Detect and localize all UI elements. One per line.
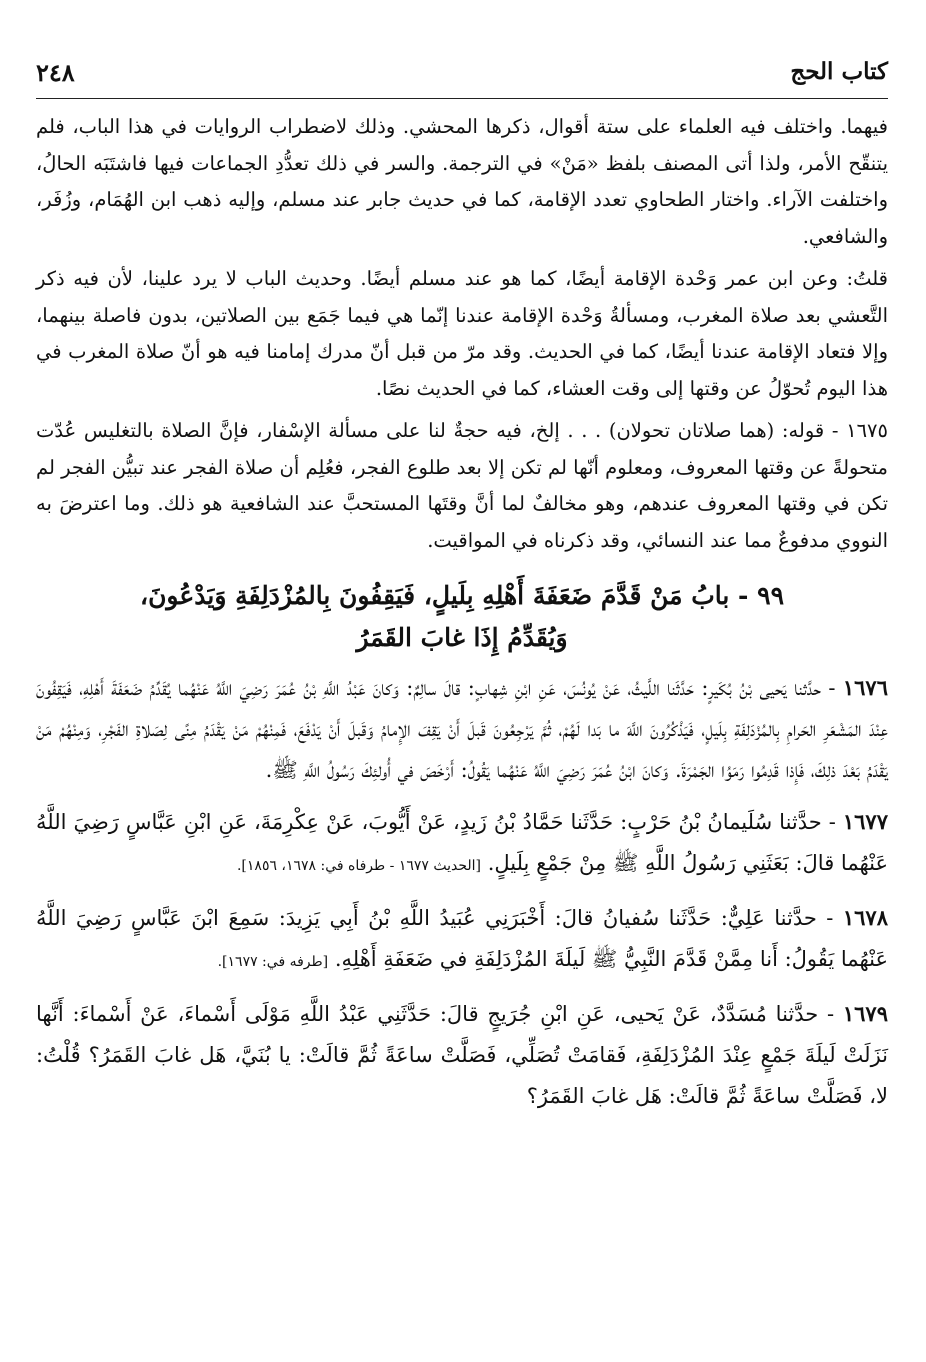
hadith-1678	[36, 897, 888, 983]
hadith-text: - حدَّثنا يَحيى بْنُ بُكَيرٍ: حَدَّثَنا اللَّيثُ، عَنْ يُونُسَ، عَنِ ابْنِ شِهابٍ: قالَ سالِمٌ: وَكانَ عَبْدُ اللَّهِ بْنُ عُمَرَ رَضِيَ اللَّهُ عَنْهُما يُقَدِّمُ ضَعَفَةَ أَهْلِهِ، فَيَقِفُونَ عِنْدَ المَشْعَرِ الحَرامِ بِالمُزْدَلِفَةِ بِلَيلٍ، فَيَذْكُرُونَ اللَّهَ ما بَدا لَهُمْ، ثُمَّ يَرْجِعُونَ قَبلَ أَنْ يَقِفَ الإِمامُ وَقَبلَ أَنْ يَدْفَعَ، فَمِنْهُمْ مَنْ يَقْدَمُ مِنًى لِصَلاةِ الفَجْرِ، وَمِنْهُمْ مَنْ يَقْدَمُ بَعْدَ ذلِكَ، فَإِذا قَدِمُوا رَمَوُا الجَمْرَةَ. وَكانَ ابْنُ عُمَرَ رَضِيَ اللَّهُ عَنْهُما يَقُولُ: أَرْخَصَ في أُولئِكَ رَسُولُ اللَّهِ ﷺ.	[36, 676, 888, 782]
book-title: كتاب الحج	[790, 58, 888, 85]
chapter-heading	[36, 575, 888, 659]
page-header	[36, 52, 888, 99]
page-number: ٢٤٨	[36, 58, 75, 87]
commentary-paragraph: فيهما. واختلف فيه العلماء على ستة أقوال، ذكرها المحشي. وذلك لاضطراب الروايات في هذا الباب، فلم يتنقّح الأمر، ولذا أتى المصنف بلفظ «مَنْ» في الترجمة. والسر في ذلك تعدُّدِ الجماعات فيها فاشتَبَه الحالُ، واختلفت الآراء. واختار الطحاوي تعدد الإقامة، كما في حديث جابر عند مسلم، وإليه ذهب ابن الهُمَام، وزُفَر، والشافعي.	[36, 115, 888, 248]
hadith-number: ١٦٧٩	[842, 1001, 888, 1026]
hadith-1679	[36, 993, 888, 1117]
hadith-cross-reference: [الحديث ١٦٧٧ - طرفاه في: ١٦٧٨، ١٨٥٦].	[236, 858, 481, 874]
chapter-heading-line: ٩٩ - بابُ مَنْ قَدَّمَ ضَعَفَةَ أَهْلِهِ بِلَيلٍ، فَيَقِفُونَ بِالمُزْدَلِفَةِ وَيَدْعُونَ،	[140, 581, 784, 610]
commentary-paragraph: ١٦٧٥ - قوله: (هما صلاتان تحولان) . . . إلخ، فيه حجةٌ لنا على مسألة الإسْفار، فإنَّ الصلاة بالتغليس عُدّت متحولةً عن وقتها المعروف، ومعلوم أنّها لم تكن إلا بعد طلوع الفجر، فعُلِم أن صلاة الفجر عند تبيُّن الفجر لم تكن في وقتها المعروف عندهم، وهو مخالفٌ لما أنَّ وقتَها المستحبَّ عند الشافعية هو ذلك. وما اعترضَ به النووي مدفوعٌ مما عند النسائي، وقد ذكرناه في المواقيت.	[36, 419, 888, 552]
hadith-number: ١٦٧٦	[842, 675, 888, 700]
page	[36, 52, 888, 1117]
hadith-text: - حدَّثنا مُسَدَّدٌ، عَنْ يَحيى، عَنِ ابْنِ جُرَيجٍ قالَ: حَدَّثَنِي عَبْدُ اللَّهِ مَوْلَى أَسْماءَ، عَنْ أَسْماءَ: أَنَّها نَزَلَتْ لَيلَةَ جَمْعٍ عِنْدَ المُزْدَلِفَةِ، فَقامَتْ تُصَلِّي، فَصَلَّتْ ساعَةً ثُمَّ قالَتْ: يا بُنَيَّ، هَل غابَ القَمَرُ؟ قُلْتُ: لا، فَصَلَّتْ ساعَةً ثُمَّ قالَتْ: هَل غابَ القَمَرُ؟	[36, 1002, 888, 1108]
hadith-text: - حدَّثنا عَلِيٌّ: حَدَّثَنا سُفيانُ قالَ: أَخْبَرَنِي عُبَيدُ اللَّهِ بْنُ أَبِي يَزِيدَ: سَمِعَ ابْنَ عَبَّاسٍ رَضِيَ اللَّهُ عَنْهُما يَقُولُ: أَنا مِمَّنْ قَدَّمَ النَّبِيُّ ﷺ لَيلَةَ المُزْدَلِفَةِ في ضَعَفَةِ أَهْلِهِ.	[36, 906, 888, 971]
hadith-number: ١٦٧٧	[842, 809, 888, 834]
hadith-cross-reference: [طرفه في: ١٦٧٧].	[217, 954, 329, 970]
chapter-heading-line: وَيُقَدِّمُ إِذَا غابَ القَمَرُ	[356, 623, 568, 652]
hadith-text: - حدَّثنا سُلَيمانُ بْنُ حَرْبٍ: حَدَّثَنا حَمَّادُ بْنُ زَيدٍ، عَنْ أَيُّوبَ، عَنْ عِكْرِمَةَ، عَنِ ابْنِ عَبَّاسٍ رَضِيَ اللَّهُ عَنْهُما قالَ: بَعَثَنِي رَسُولُ اللَّهِ ﷺ مِنْ جَمْعٍ بِلَيلٍ.	[36, 810, 888, 875]
hadith-1676	[36, 667, 888, 791]
commentary-paragraph: قلتُ: وعن ابن عمر وَحْدة الإقامة أيضًا، كما هو عند مسلم أيضًا. وحديث الباب لا يرد علينا، لأن فيه ذكر التَّعشي بعد صلاة المغرب، ومسألةُ وَحْدة الإقامة عندنا إنّما هي فيما جَمَع بين الصلاتين، بدون فاصلة بينهما، وإلا فتعاد الإقامة عندنا أيضًا، كما في الحديث. وقد مرّ من قبل أنّ مدرك إمامنا فيه هو أنّ صلاة المغرب في هذا اليوم تُحوّلُ عن وقتها إلى وقت العشاء، كما في الحديث نصًا.	[36, 267, 888, 400]
hadith-1677	[36, 801, 888, 887]
hadith-number: ١٦٧٨	[842, 905, 888, 930]
